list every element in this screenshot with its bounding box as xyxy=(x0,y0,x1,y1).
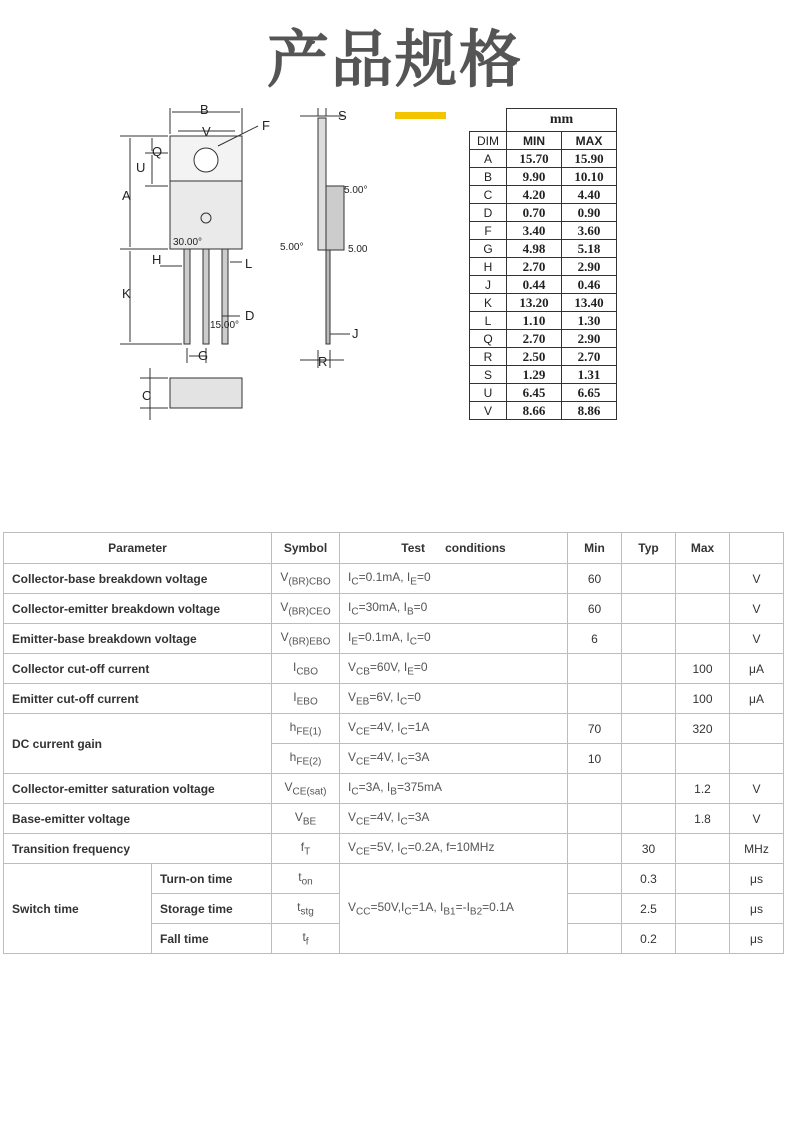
dim-cell-min: 9.90 xyxy=(507,168,562,186)
dimension-rows xyxy=(470,150,617,420)
dim-cell-max: 0.46 xyxy=(562,276,617,294)
side-lead xyxy=(326,250,330,344)
dim-cell-min: 1.29 xyxy=(507,366,562,384)
dim-cell-dim: S xyxy=(470,366,507,384)
dim-cell-min: 8.66 xyxy=(507,402,562,420)
dim-cell-min: 2.50 xyxy=(507,348,562,366)
dim-cell-dim: R xyxy=(470,348,507,366)
header-symbol: Symbol xyxy=(272,533,340,564)
dimension-table xyxy=(469,108,617,420)
label-j: J xyxy=(352,326,359,341)
dim-cell-dim: A xyxy=(470,150,507,168)
label-b: B xyxy=(200,102,209,117)
dim-cell-min: 15.70 xyxy=(507,150,562,168)
header-max: Max xyxy=(676,533,730,564)
label-u: U xyxy=(136,160,146,175)
dim-cell-dim: D xyxy=(470,204,507,222)
dim-cell-max: 13.40 xyxy=(562,294,617,312)
dim-cell-max: 2.90 xyxy=(562,258,617,276)
dim-header: DIM xyxy=(470,132,507,150)
angle-5b: 5.00° xyxy=(280,242,304,253)
label-l: L xyxy=(245,256,253,271)
table-row: DC current gain $h_{FE(1)}$ $V_{CE}=4V$, $I_C=1A$ 70 320 xyxy=(4,714,784,744)
dim-cell-dim: L xyxy=(470,312,507,330)
mounting-hole xyxy=(194,148,218,172)
table-row: Emitter-base breakdown voltage $V_{(BR)EBO}$ $I_E=0.1mA$, $I_C=0$ 6 V xyxy=(4,624,784,654)
dim-cell-max: 10.10 xyxy=(562,168,617,186)
header-min: Min xyxy=(568,533,622,564)
table-row: Emitter cut-off current $I_{EBO}$ $V_{EB}=6V$, $I_C=0$ 100 μA xyxy=(4,684,784,714)
label-s: S xyxy=(338,108,347,123)
dimension-row xyxy=(470,240,617,258)
dimension-row xyxy=(470,276,617,294)
label-k: K xyxy=(122,286,131,301)
lead-2 xyxy=(203,249,209,344)
label-q: Q xyxy=(152,144,163,159)
bottom-view xyxy=(170,378,242,408)
table-row: Collector-base breakdown voltage $V_{(BR)CBO}$ $I_C=0.1mA$, $I_E=0$ 60 V xyxy=(4,564,784,594)
label-d: D xyxy=(245,308,255,323)
dim-cell-max: 1.30 xyxy=(562,312,617,330)
dimension-row xyxy=(470,312,617,330)
dim-cell-dim: K xyxy=(470,294,507,312)
dim-cell-max: 15.90 xyxy=(562,150,617,168)
page-title: 产品规格 xyxy=(266,23,523,96)
dimension-row xyxy=(470,258,617,276)
dim-cell-max: 8.86 xyxy=(562,402,617,420)
table-row: Collector-emitter breakdown voltage $V_{(BR)CEO}$ $I_C=30mA$, $I_B=0$ 60 V xyxy=(4,594,784,624)
table-row: $h_{FE(2)}$ $V_{CE}=4V$, $I_C=3A$ 10 xyxy=(4,744,784,774)
dim-cell-dim: B xyxy=(470,168,507,186)
dimension-row xyxy=(470,384,617,402)
dim-cell-dim: U xyxy=(470,384,507,402)
label-a: A xyxy=(122,188,131,203)
table-row: Transition frequency $f_T$ $V_{CE}=5V$, $I_C=0.2A$, f=10MHz 30 MHz xyxy=(4,834,784,864)
header-parameter: Parameter xyxy=(4,533,272,564)
dim-cell-max: 0.90 xyxy=(562,204,617,222)
side-body xyxy=(326,186,344,250)
dimension-row xyxy=(470,204,617,222)
table-row: Storage time $t_{stg}$ 2.5 μs xyxy=(4,894,784,924)
accent-bar xyxy=(395,112,446,119)
dim-cell-max: 2.70 xyxy=(562,348,617,366)
label-g: G xyxy=(198,348,209,363)
dimension-row xyxy=(470,330,617,348)
dim-cell-min: 0.44 xyxy=(507,276,562,294)
dim-cell-min: 4.20 xyxy=(507,186,562,204)
dim-cell-min: 0.70 xyxy=(507,204,562,222)
side-tab xyxy=(318,118,326,250)
dimension-row xyxy=(470,222,617,240)
dimension-row xyxy=(470,186,617,204)
dim-cell-min: 2.70 xyxy=(507,330,562,348)
dim-cell-dim: C xyxy=(470,186,507,204)
angle-5c: 5.00 xyxy=(348,244,368,255)
dim-cell-min: 2.70 xyxy=(507,258,562,276)
dim-cell-dim: H xyxy=(470,258,507,276)
package-outline-drawing xyxy=(100,98,390,433)
header-test-conditions: Test conditions xyxy=(340,533,568,564)
dim-cell-dim: V xyxy=(470,402,507,420)
dimension-row xyxy=(470,150,617,168)
table-row: Switch time Turn-on time $t_{on}$ $V_{CC}=50V,I_C=1A$, $I_{B1}=-I_{B2}=0.1A$ 0.3 μs xyxy=(4,864,784,894)
max-header: MAX xyxy=(562,132,617,150)
label-c: C xyxy=(142,388,152,403)
table-row: Collector-emitter saturation voltage $V_{CE(sat)}$ $I_C=3A$, $I_B=375mA$ 1.2 V xyxy=(4,774,784,804)
table-row: Base-emitter voltage $V_{BE}$ $V_{CE}=4V$, $I_C=3A$ 1.8 V xyxy=(4,804,784,834)
dim-cell-dim: G xyxy=(470,240,507,258)
dim-cell-max: 6.65 xyxy=(562,384,617,402)
unit-header: mm xyxy=(507,109,617,132)
dimension-row xyxy=(470,348,617,366)
header-typ: Typ xyxy=(622,533,676,564)
dim-cell-dim: F xyxy=(470,222,507,240)
label-f: F xyxy=(262,118,270,133)
dim-cell-max: 2.90 xyxy=(562,330,617,348)
dimension-row xyxy=(470,168,617,186)
table-row: Collector cut-off current $I_{CBO}$ $V_{CB}=60V$, $I_E=0$ 100 μA xyxy=(4,654,784,684)
angle-30: 30.00° xyxy=(173,237,203,248)
min-header: MIN xyxy=(507,132,562,150)
dimension-row xyxy=(470,366,617,384)
table-header-row xyxy=(4,533,784,564)
dim-cell-dim: Q xyxy=(470,330,507,348)
dim-cell-min: 1.10 xyxy=(507,312,562,330)
dim-cell-max: 5.18 xyxy=(562,240,617,258)
electrical-characteristics-table xyxy=(3,532,784,954)
dim-cell-min: 6.45 xyxy=(507,384,562,402)
table-row: Fall time $t_f$ 0.2 μs xyxy=(4,924,784,954)
lead-1 xyxy=(184,249,190,344)
dim-cell-max: 3.60 xyxy=(562,222,617,240)
label-r: R xyxy=(318,354,328,369)
dim-cell-max: 4.40 xyxy=(562,186,617,204)
dim-cell-dim: J xyxy=(470,276,507,294)
dimension-row xyxy=(470,294,617,312)
label-h: H xyxy=(152,252,162,267)
dim-cell-min: 4.98 xyxy=(507,240,562,258)
dim-cell-min: 13.20 xyxy=(507,294,562,312)
dim-cell-min: 3.40 xyxy=(507,222,562,240)
dimension-row xyxy=(470,402,617,420)
label-v: V xyxy=(202,124,211,139)
angle-15: 15.00° xyxy=(210,320,240,331)
dim-cell-max: 1.31 xyxy=(562,366,617,384)
angle-5a: 5.00° xyxy=(344,185,368,196)
